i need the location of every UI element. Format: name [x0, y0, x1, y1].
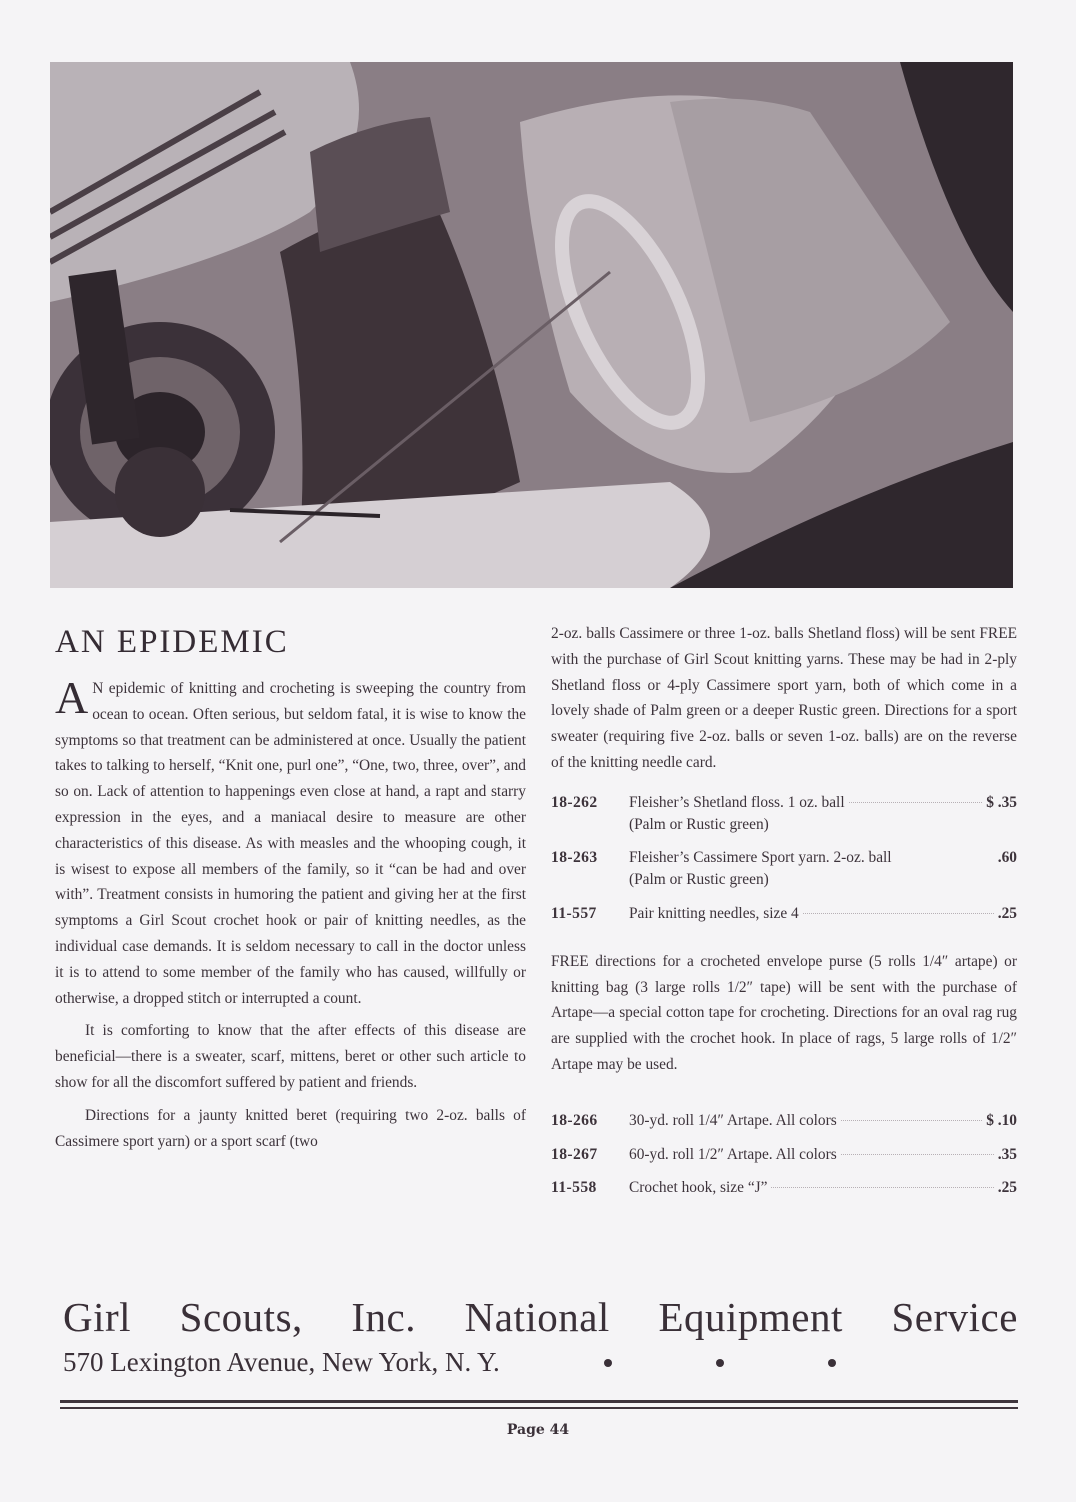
right-column	[551, 621, 1017, 1201]
dot-leader	[771, 1187, 993, 1188]
item-price: $ .10	[986, 1111, 1017, 1129]
item-code: 18-266	[551, 1111, 598, 1129]
item-price: .25	[997, 1179, 1017, 1197]
dot-leader	[849, 802, 983, 803]
price-row	[551, 1108, 1017, 1134]
bullet-icon	[604, 1359, 612, 1367]
item-price: .60	[997, 849, 1017, 867]
footer-rule-bottom	[60, 1407, 1018, 1409]
tape-price-list	[551, 1108, 1017, 1201]
address-text: 570 Lexington Avenue, New York, N. Y.	[63, 1347, 500, 1377]
item-code: 18-267	[551, 1145, 598, 1163]
intro-paragraph: A N epidemic of knitting and crocheting is sweeping the country from ocean to ocean. Often serious, but seldom fatal, it is wise to know the symptoms so that treatment can be administered at once. Usually the patient takes to talking to herself, “Knit one, purl one”, “One, two, three, over”, and so on. Lack of attention to happenings even close at hand, a rapt and starry expression in the eyes, and a maniacal desire to measure are other characteristics of this disease. As with measles and the whooping cough, it is wisest to expose all members of the family, so it “can be had and over with”. Treatment consists in humoring the patient and giving her at the first symptoms a Girl Scout crochet hook or pair of knitting needles, as the individual case demands. It is seldom necessary to call in the doctor unless it is to attend to some member of the family who has caused, willfully or otherwise, a dropped stitch or interrupted a count.	[55, 672, 526, 1007]
beret-directions-paragraph: Directions for a jaunty knitted beret (requiring two 2-oz. balls of Cassimere sport yarn) or a sport scarf (two	[55, 1106, 526, 1150]
company-name: Girl Scouts, Inc. National Equipment Service	[63, 1294, 1018, 1340]
item-description: Pair knitting needles, size 4	[629, 904, 799, 922]
artape-offer-paragraph: FREE directions for a crocheted envelope purse (5 rolls 1/4″ artape) or knitting bag (3 large rolls 1/2″ tape) will be sent with the purchase of Artape—a special cotton tape for crocheting. Directions for an oval rag rug are supplied with the crochet hook. In place of rags, 5 large rolls of 1/2″ Artape may be used.	[551, 952, 1017, 1073]
company-address	[63, 1347, 983, 1378]
item-description: 60-yd. roll 1/2″ Artape. All colors	[629, 1145, 837, 1163]
page-number: Page 44	[506, 1422, 570, 1438]
price-row	[551, 1142, 1017, 1168]
knitting-photo-illustration	[50, 62, 1013, 588]
price-row	[551, 1175, 1017, 1201]
bullet-icon	[716, 1359, 724, 1367]
yarn-offer-paragraph: 2-oz. balls Cassimere or three 1-oz. balls Shetland floss) will be sent FREE with the purchase of Girl Scout knitting yarns. These may be had in 2-ply Shetland floss or 4-ply Cassimere sport yarn, both of which come in a lovely shade of Palm green or a deeper Rustic green. Directions for a sport sweater (requiring five 2-oz. balls or seven 1-oz. balls) are on the reverse of the knitting needle card.	[551, 625, 1017, 771]
footer-rule-top	[60, 1400, 1018, 1403]
item-code: 18-263	[551, 849, 598, 867]
left-column	[55, 672, 526, 1154]
item-note: (Palm or Rustic green)	[629, 815, 769, 833]
price-row	[551, 845, 1017, 871]
yarn-price-list	[551, 790, 1017, 927]
item-price: $ .35	[986, 793, 1017, 811]
item-description: Fleisher’s Shetland floss. 1 oz. ball	[629, 793, 845, 811]
item-code: 18-262	[551, 793, 598, 811]
item-code: 11-557	[551, 904, 597, 922]
price-row	[551, 901, 1017, 927]
bullet-icon	[828, 1359, 836, 1367]
item-note: (Palm or Rustic green)	[629, 871, 769, 889]
item-description: Fleisher’s Cassimere Sport yarn. 2-oz. ball	[629, 849, 892, 867]
article-title: AN EPIDEMIC	[55, 624, 289, 660]
item-description: Crochet hook, size “J”	[629, 1179, 768, 1197]
drop-cap: A	[55, 672, 89, 723]
after-effects-paragraph: It is comforting to know that the after effects of this disease are beneficial—there is a sweater, scarf, mittens, beret or other such article to show for all the discomfort suffered by patient and friends.	[55, 1022, 526, 1091]
yarn-ball	[115, 447, 205, 537]
price-row	[551, 790, 1017, 816]
item-description: 30-yd. roll 1/4″ Artape. All colors	[629, 1111, 837, 1129]
dot-leader	[841, 1154, 994, 1155]
knitting-photo	[50, 62, 1013, 588]
dot-leader	[841, 1120, 982, 1121]
item-price: .25	[997, 904, 1017, 922]
item-price: .35	[997, 1145, 1017, 1163]
dot-leader	[803, 913, 994, 914]
item-code: 11-558	[551, 1179, 597, 1197]
